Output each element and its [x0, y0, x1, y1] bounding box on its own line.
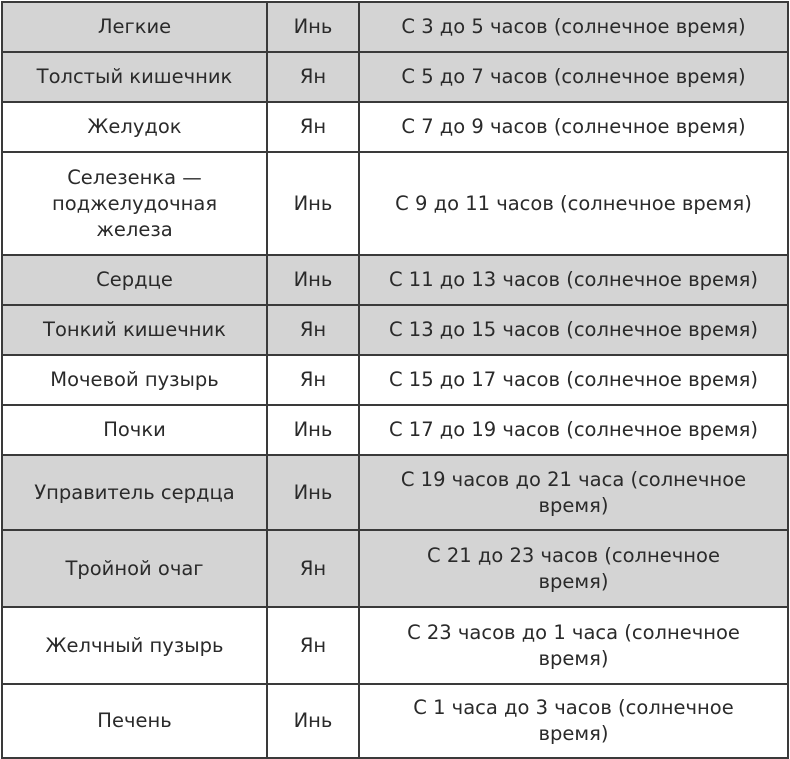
time-cell: С 5 до 7 часов (солнечное время) — [359, 52, 788, 102]
time-cell: С 3 до 5 часов (солнечное время) — [359, 2, 788, 52]
energy-cell: Инь — [267, 405, 359, 455]
energy-cell: Ян — [267, 52, 359, 102]
table-row — [2, 52, 788, 102]
energy-cell: Инь — [267, 2, 359, 52]
table-row — [2, 152, 788, 255]
table-row — [2, 530, 788, 607]
table-row — [2, 255, 788, 305]
organ-cell: Печень — [2, 684, 267, 758]
organ-cell: Селезенка — поджелудочная железа — [2, 152, 267, 255]
table-row — [2, 102, 788, 152]
table-row — [2, 355, 788, 405]
time-cell: С 13 до 15 часов (солнечное время) — [359, 305, 788, 355]
table-row — [2, 684, 788, 758]
organ-cell: Тонкий кишечник — [2, 305, 267, 355]
table-row — [2, 607, 788, 684]
energy-cell: Инь — [267, 152, 359, 255]
energy-cell: Ян — [267, 102, 359, 152]
time-cell: С 7 до 9 часов (солнечное время) — [359, 102, 788, 152]
organ-cell: Сердце — [2, 255, 267, 305]
organ-cell: Легкие — [2, 2, 267, 52]
organ-cell: Тройной очаг — [2, 530, 267, 607]
time-cell: С 11 до 13 часов (солнечное время) — [359, 255, 788, 305]
energy-cell: Ян — [267, 530, 359, 607]
organ-meridian-table — [1, 1, 789, 759]
table-row — [2, 405, 788, 455]
time-cell: С 19 часов до 21 часа (солнечное время) — [359, 455, 788, 530]
table-row — [2, 2, 788, 52]
organ-cell: Почки — [2, 405, 267, 455]
table-body — [2, 2, 788, 758]
table-row — [2, 455, 788, 530]
organ-cell: Мочевой пузырь — [2, 355, 267, 405]
energy-cell: Ян — [267, 607, 359, 684]
time-cell: С 21 до 23 часов (солнечное время) — [359, 530, 788, 607]
time-cell: С 1 часа до 3 часов (солнечное время) — [359, 684, 788, 758]
time-cell: С 17 до 19 часов (солнечное время) — [359, 405, 788, 455]
time-cell: С 23 часов до 1 часа (солнечное время) — [359, 607, 788, 684]
table-row — [2, 305, 788, 355]
organ-cell: Желчный пузырь — [2, 607, 267, 684]
organ-cell: Толстый кишечник — [2, 52, 267, 102]
energy-cell: Ян — [267, 305, 359, 355]
energy-cell: Инь — [267, 255, 359, 305]
energy-cell: Ян — [267, 355, 359, 405]
energy-cell: Инь — [267, 684, 359, 758]
organ-cell: Желудок — [2, 102, 267, 152]
time-cell: С 15 до 17 часов (солнечное время) — [359, 355, 788, 405]
energy-cell: Инь — [267, 455, 359, 530]
organ-cell: Управитель сердца — [2, 455, 267, 530]
time-cell: С 9 до 11 часов (солнечное время) — [359, 152, 788, 255]
